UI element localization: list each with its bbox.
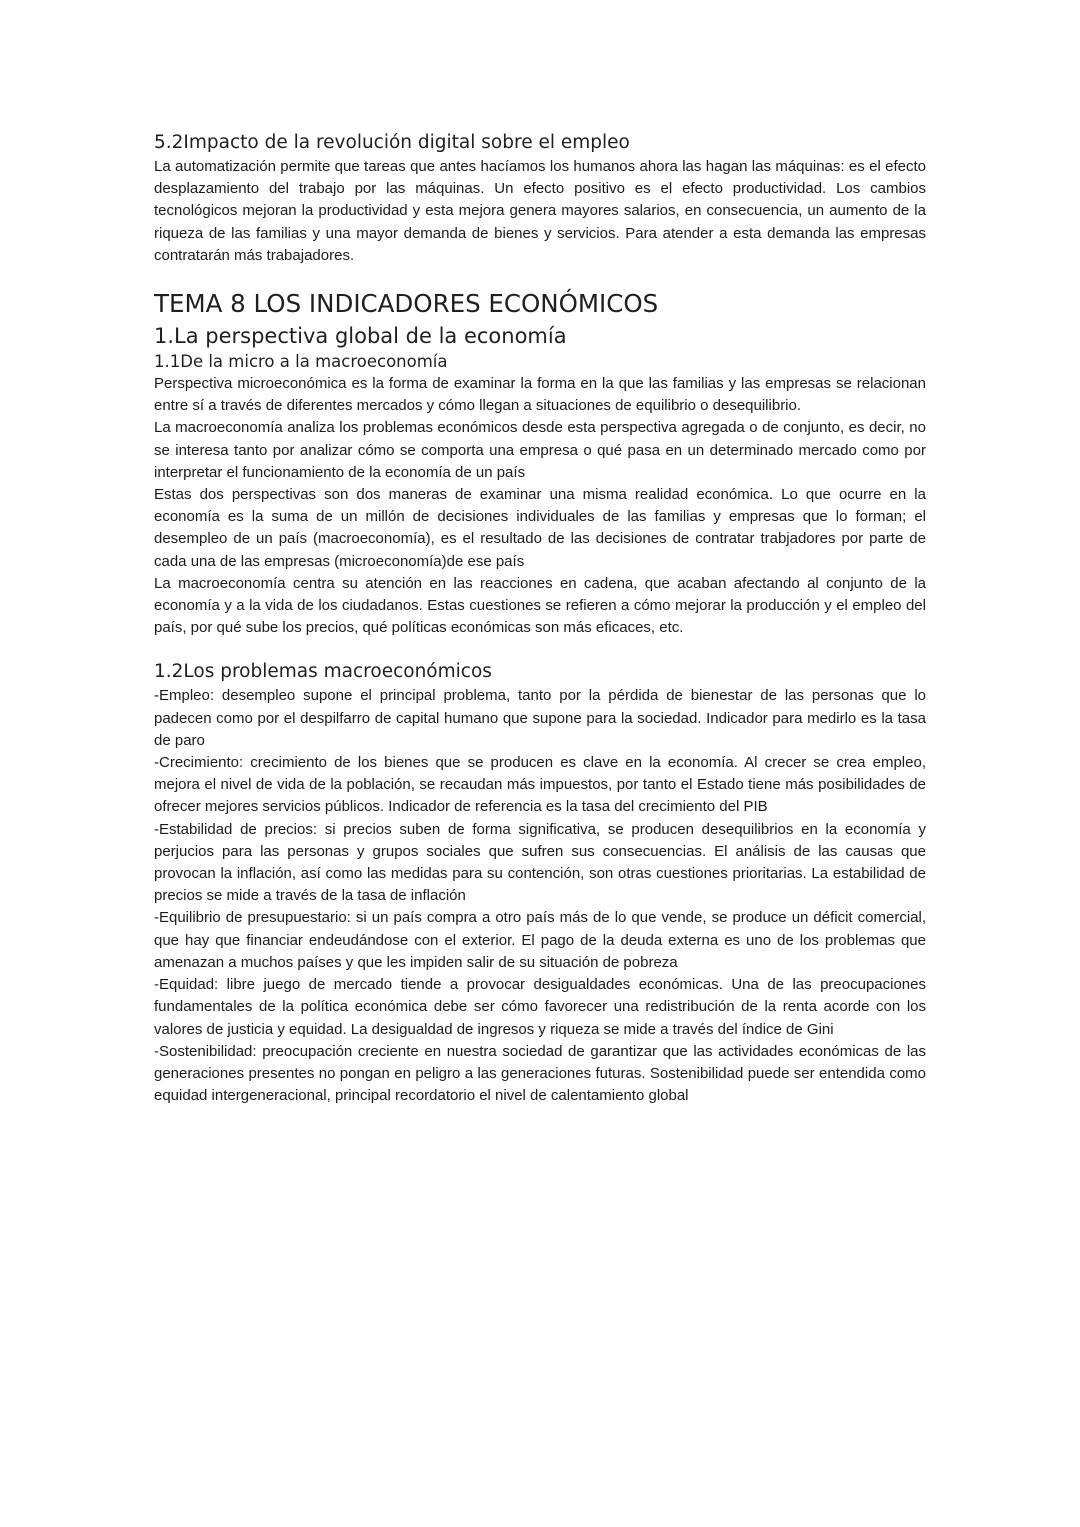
section-5-2-body [154, 156, 926, 267]
document-page [154, 130, 926, 1107]
paragraph: La automatización permite que tareas que antes hacíamos los humanos ahora las hagan las máquinas: es el efecto desplazamiento del trabajo por las máquinas. Un efecto positivo es el efecto productividad. Los cambios tecnológicos mejoran la productividad y esta mejora genera mayores salarios, en consecuencia, un aumento de la riqueza de las familias y una mayor demanda de bienes y servicios. Para atender a esta demanda las empresas contratarán más trabajadores. [154, 158, 926, 264]
section-1-1-title: 1.1De la micro a la macroeconomía [154, 352, 448, 372]
section-5-2-title: 5.2Impacto de la revolución digital sobre el empleo [154, 132, 630, 153]
paragraph: Estas dos perspectivas son dos maneras de examinar una misma realidad económica. Lo que ocurre en la economía es la suma de un millón de decisiones individuales de las familias y empresas que lo forman; el desempleo de un país (macroeconomía), es el resultado de las decisiones de contratar trabjadores por parte de cada una de las empresas (microeconomía)de ese país [154, 486, 926, 570]
paragraph: -Empleo: desempleo supone el principal problema, tanto por la pérdida de bienestar de las personas que lo padecen como por el despilfarro de capital humano que supone para la sociedad. Indicador para medirlo es la tasa de paro [154, 687, 926, 749]
paragraph: -Equilibrio de presupuestario: si un país compra a otro país más de lo que vende, se produce un déficit comercial, que hay que financiar endeudándose con el exterior. El pago de la deuda externa es uno de los problemas que amenazan a muchos países y que les impiden salir de su situación de pobreza [154, 909, 926, 971]
section-1-2-title: 1.2Los problemas macroeconómicos [154, 661, 492, 683]
paragraph: -Equidad: libre juego de mercado tiende a provocar desigualdades económicas. Una de las preocupaciones fundamentales de la política económica debe ser cómo favorecer una redistribución de la renta acorde con los valores de justicia y equidad. La desigualdad de ingresos y riqueza se mide a través del índice de Gini [154, 976, 926, 1038]
paragraph: -Crecimiento: crecimiento de los bienes que se producen es clave en la economía. Al crecer se crea empleo, mejora el nivel de vida de la población, se recaudan más impuestos, por tanto el Estado tiene más posibilidades de ofrecer mejores servicios públicos. Indicador de referencia es la tasa del crecimiento del PIB [154, 754, 926, 816]
tema-8-title: TEMA 8 LOS INDICADORES ECONÓMICOS [154, 289, 659, 319]
paragraph: -Estabilidad de precios: si precios suben de forma significativa, se producen desequilibrios en la economía y perjucios para las personas y grupos sociales que sufren sus consecuencias. El análisis de las causas que provocan la inflación, así como las medidas para su contención, son otras cuestiones prioritarias. La estabilidad de precios se mide a través de la tasa de inflación [154, 820, 926, 905]
paragraph: La macroeconomía analiza los problemas económicos desde esta perspectiva agregada o de conjunto, es decir, no se interesa tanto por analizar cómo se comporta una empresa o qué pasa en un determinado mercado como por interpretar el funcionamiento de la economía de un país [154, 419, 926, 481]
paragraph: La macroeconomía centra su atención en las reacciones en cadena, que acaban afectando al conjunto de la economía y a la vida de los ciudadanos. Estas cuestiones se refieren a cómo mejorar la producción y el empleo del país, por qué sube los precios, qué políticas económicas son más eficaces, etc. [154, 574, 926, 637]
section-1-1-body [154, 373, 926, 639]
section-1-2-body [154, 685, 926, 1107]
section-1-title: 1.La perspectiva global de la economía [154, 324, 567, 349]
paragraph: -Sostenibilidad: preocupación creciente en nuestra sociedad de garantizar que las actividades económicas de las generaciones presentes no pongan en peligro a las generaciones futuras. Sostenibilidad puede ser entendida como equidad intergeneracional, principal recordatorio el nivel de calentamiento global [154, 1042, 926, 1105]
paragraph: Perspectiva microeconómica es la forma de examinar la forma en la que las familias y las empresas se relacionan entre sí a través de diferentes mercados y cómo llegan a situaciones de equilibrio o desequilibrio. [154, 375, 926, 415]
